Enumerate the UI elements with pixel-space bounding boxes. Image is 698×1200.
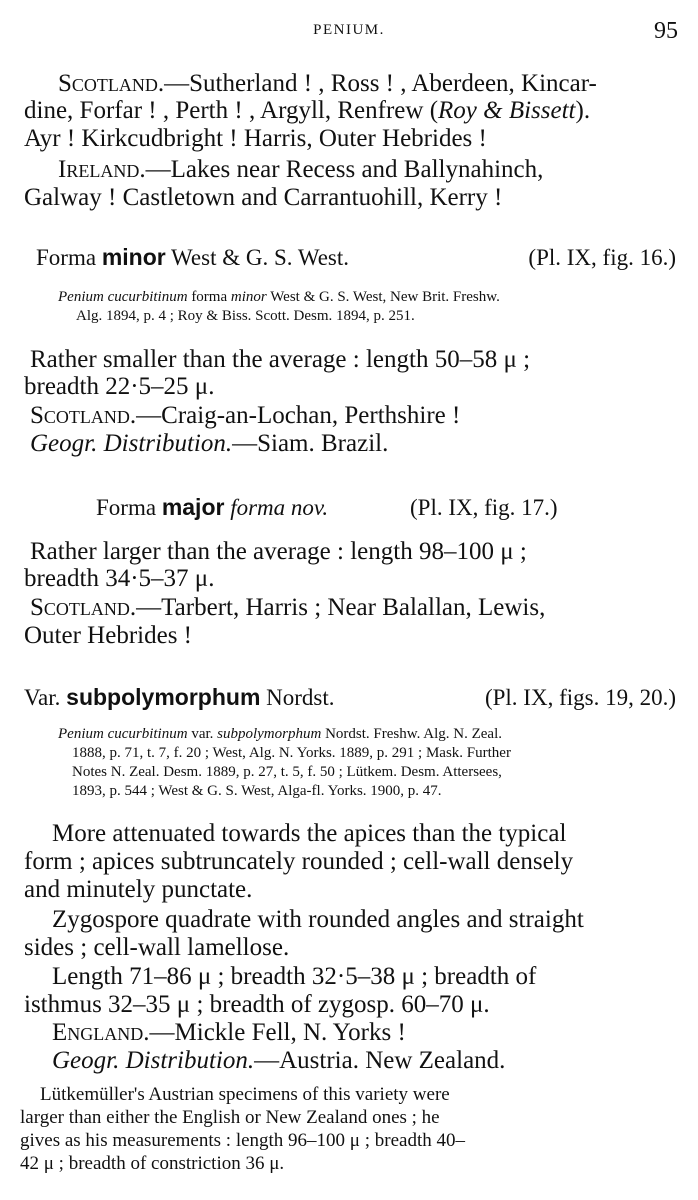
running-head: PENIUM.: [313, 22, 385, 38]
minor-distribution: Geogr. Distribution.—Siam. Brazil.: [30, 430, 389, 457]
zygospore-line-1: Zygospore quadrate with rounded angles and straight: [52, 906, 584, 933]
minor-description-line-2: breadth 22·5–25 μ.: [24, 373, 215, 400]
var-description-line-1: More attenuated towards the apices than the typical: [52, 820, 567, 847]
major-scotland-line-1: Scotland.—Tarbert, Harris ; Near Balallan, Lewis,: [30, 594, 546, 621]
major-description-line-1: Rather larger than the average : length 98–100 μ ;: [30, 538, 527, 565]
taxon-name-major: major: [161, 494, 225, 520]
major-scotland-line-2: Outer Hebrides !: [24, 622, 192, 649]
plate-reference: (Pl. IX, fig. 16.): [528, 245, 676, 270]
region-scotland: Scotland.: [58, 70, 165, 97]
plate-reference: (Pl. IX, figs. 19, 20.): [484, 685, 676, 710]
ireland-line-1: Ireland.—Lakes near Recess and Ballynahinch,: [58, 156, 544, 183]
measurements-line-1: Length 71–86 μ ; breadth 32·5–38 μ ; breadth of: [52, 963, 537, 990]
taxon-name-subpolymorphum: subpolymorphum: [66, 684, 261, 710]
scotland-line-1: Scotland.—Sutherland ! , Ross ! , Aberdeen, Kincar-: [58, 70, 597, 97]
scotland-line-3: Ayr ! Kirkcudbright ! Harris, Outer Hebrides !: [24, 125, 487, 152]
region-ireland: Ireland.: [58, 156, 146, 183]
synonymy-line-3: Notes N. Zeal. Desm. 1889, p. 27, t. 5, f. 50 ; Lütkem. Desm. Attersees,: [72, 764, 502, 780]
synonymy-line-4: 1893, p. 544 ; West & G. S. West, Alga-fl. Yorks. 1900, p. 47.: [72, 783, 442, 799]
synonymy-line-2: 1888, p. 71, t. 7, f. 20 ; West, Alg. N. Yorks. 1889, p. 291 ; Mask. Further: [72, 745, 511, 761]
page-number: 95: [654, 18, 678, 44]
forma-minor-heading: Forma minor West & G. S. West. (Pl. IX, fig. 16.): [36, 244, 676, 270]
measurements-line-2: isthmus 32–35 μ ; breadth of zygosp. 60–70 μ.: [24, 991, 490, 1018]
zygospore-line-2: sides ; cell-wall lamellose.: [24, 934, 290, 961]
major-description-line-2: breadth 34·5–37 μ.: [24, 565, 215, 592]
minor-scotland: Scotland.—Craig-an-Lochan, Perthshire !: [30, 402, 461, 429]
note-line-2: larger than either the English or New Zealand ones ; he: [20, 1107, 440, 1128]
collector-authority: Roy & Bissett: [438, 97, 576, 124]
note-line-3: gives as his measurements : length 96–100 μ ; breadth 40–: [20, 1130, 465, 1151]
synonymy-line-2: Alg. 1894, p. 4 ; Roy & Biss. Scott. Desm. 1894, p. 251.: [76, 308, 415, 324]
var-england: England.—Mickle Fell, N. Yorks !: [52, 1019, 406, 1046]
synonymy-line-1: Penium cucurbitinum var. subpolymorphum Nordst. Freshw. Alg. N. Zeal.: [58, 726, 502, 742]
ireland-line-2: Galway ! Castletown and Carrantuohill, Kerry !: [24, 184, 503, 211]
var-subpolymorphum-heading: Var. subpolymorphum Nordst. (Pl. IX, figs. 19, 20.): [24, 684, 676, 710]
region-england: England.: [52, 1019, 150, 1046]
minor-description-line-1: Rather smaller than the average : length 50–58 μ ;: [30, 346, 531, 373]
note-line-1: Lütkemüller's Austrian specimens of this variety were: [40, 1084, 450, 1105]
taxon-name-minor: minor: [101, 244, 166, 270]
forma-major-heading: Forma major forma nov.: [96, 494, 329, 520]
var-description-line-2: form ; apices subtruncately rounded ; cell-wall densely: [24, 848, 574, 875]
synonymy-line-1: Penium cucurbitinum forma minor West & G. S. West, New Brit. Freshw.: [58, 289, 500, 305]
plate-reference: (Pl. IX, fig. 17.): [410, 495, 558, 520]
scotland-line-2: dine, Forfar ! , Perth ! , Argyll, Renfrew (Roy & Bissett).: [24, 97, 591, 124]
var-distribution: Geogr. Distribution.—Austria. New Zealand.: [52, 1047, 506, 1074]
note-line-4: 42 μ ; breadth of constriction 36 μ.: [20, 1153, 285, 1174]
var-description-line-3: and minutely punctate.: [24, 876, 253, 903]
